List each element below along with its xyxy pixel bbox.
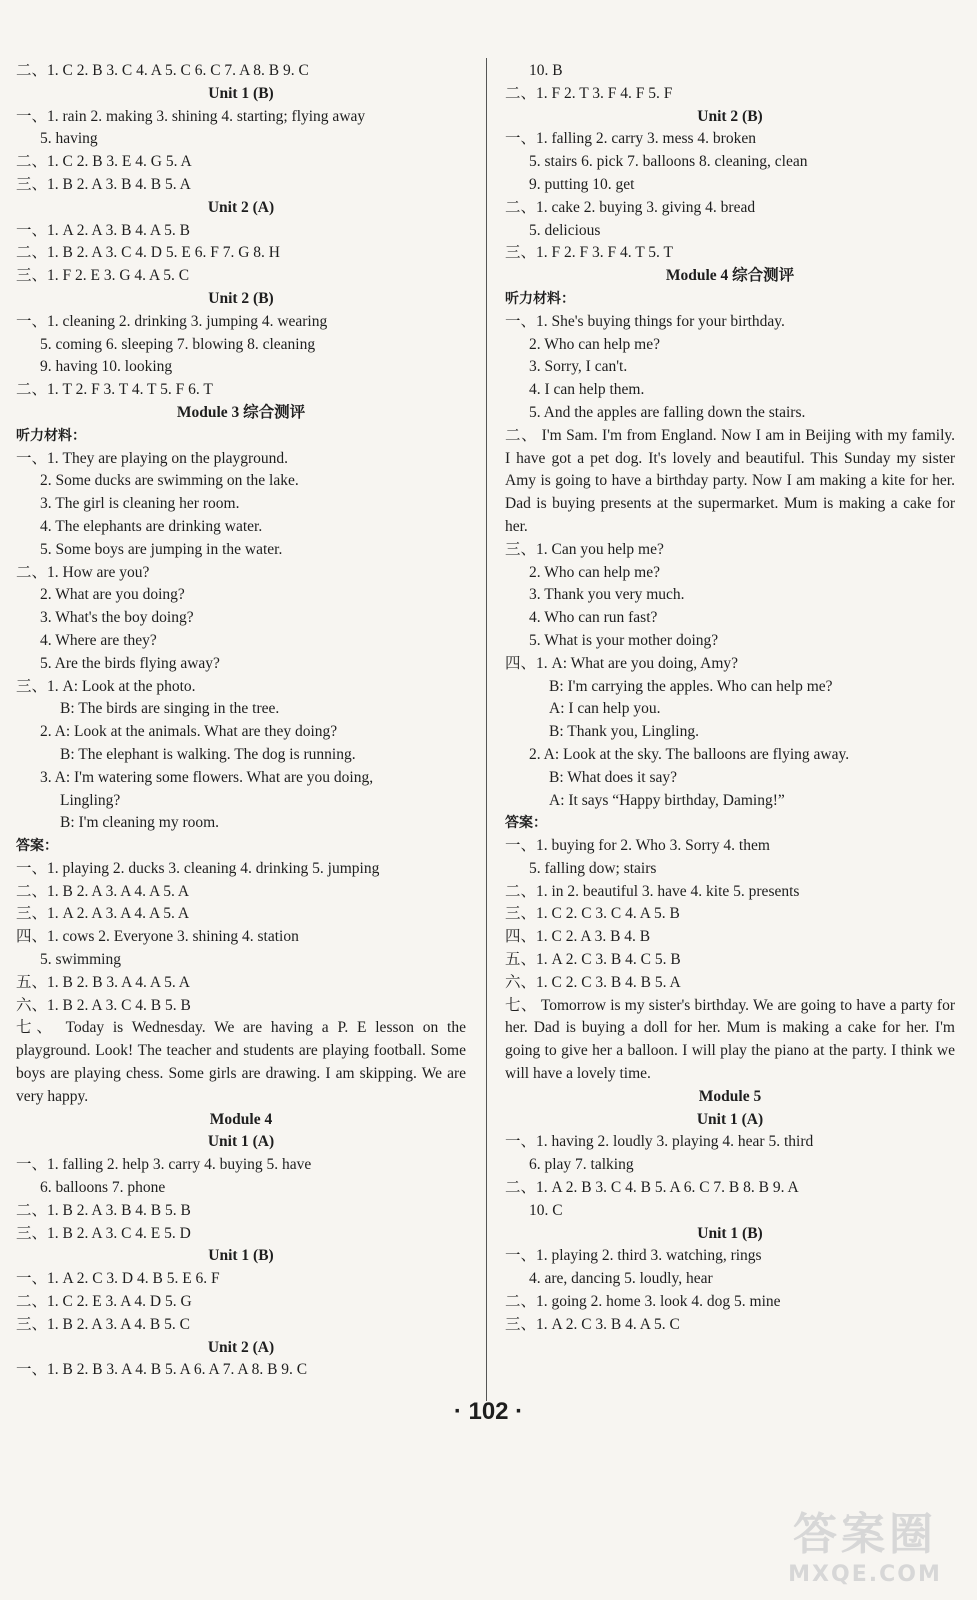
answer-line: 六、1. B 2. A 3. C 4. B 5. B [16,996,191,1014]
answer-line: 6. play 7. talking [529,1156,634,1174]
answer-line: 5. having [40,130,98,148]
answer-line: 一、1. A 2. A 3. B 4. A 5. B [16,221,190,239]
answer-line: 二、1. B 2. A 3. C 4. D 5. E 6. F 7. G 8. H [16,244,280,262]
answer-line: 10. C [529,1201,563,1219]
answer-line: 三、1. A 2. C 3. B 4. A 5. C [505,1315,680,1333]
answer-line: 一、1. buying for 2. Who 3. Sorry 4. them [505,837,770,855]
answer-line: 一、1. having 2. loudly 3. playing 4. hear 5. third [505,1133,814,1151]
answer-line: 2. What are you doing? [40,586,185,604]
answer-line: 9. putting 10. get [529,175,635,193]
answer-line: 3. The girl is cleaning her room. [40,495,240,513]
answer-line: 二、1. A 2. B 3. C 4. B 5. A 6. C 7. B 8. B 9. A [505,1179,799,1197]
answer-line: 五、1. B 2. B 3. A 4. A 5. A [16,973,190,991]
answer-line: 一、1. rain 2. making 3. shining 4. starting; flying away [16,107,366,125]
dialogue-line: B: The birds are singing in the tree. [60,700,280,718]
answer-line: 一、1. falling 2. help 3. carry 4. buying 5. have [16,1156,312,1174]
answer-line: 2. Who can help me? [529,335,660,353]
answer-line: 三、1. B 2. A 3. C 4. E 5. D [16,1224,191,1242]
answer-line: 一、1. playing 2. ducks 3. cleaning 4. drinking 5. jumping [16,859,380,877]
answer-line: 三、1. F 2. E 3. G 4. A 5. C [16,267,190,285]
dialogue-line: B: Thank you, Lingling. [549,723,699,741]
answer-line: 6. balloons 7. phone [40,1179,166,1197]
watermark-line1: 答案圈 [793,1509,937,1560]
answer-line: 四、1. cows 2. Everyone 3. shining 4. station [16,928,299,946]
answer-line: 二、1. C 2. B 3. E 4. G 5. A [16,153,192,171]
section-label: 答案： [505,815,547,832]
section-label: 答案： [16,838,58,855]
answer-line: 二、1. B 2. A 3. B 4. B 5. B [16,1201,191,1219]
answer-line: 5. falling dow; stairs [529,859,657,877]
section-heading: Unit 1 (B) [208,1247,274,1265]
answer-line: 10. B [529,62,563,79]
answer-line: 4. Where are they? [40,631,157,649]
answer-line: 3. What's the boy doing? [40,609,194,627]
section-heading: Unit 1 (A) [696,1110,764,1128]
answer-line: 5. Are the birds flying away? [40,654,220,672]
answer-line: 二、1. B 2. A 3. A 4. A 5. A [16,882,190,900]
answer-line: 一、1. playing 2. third 3. watching, rings [505,1247,762,1265]
watermark-line2: MXQE.COM [788,1562,942,1587]
answer-line: 一、1. falling 2. carry 3. mess 4. broken [505,130,756,148]
answer-line: 9. having 10. looking [40,358,173,376]
answer-line: 4. The elephants are drinking water. [40,517,263,535]
answer-line: 2. A: Look at the sky. The balloons are flying away. [529,745,850,763]
section-heading: Unit 1 (B) [697,1224,763,1242]
answer-line: 二、1. C 2. B 3. C 4. A 5. C 6. C 7. A 8. B 9. C [16,62,309,79]
section-heading: Unit 1 (B) [208,84,274,102]
dialogue-line: B: The elephant is walking. The dog is running. [60,745,356,763]
answer-line: 一、1. She's buying things for your birthday. [505,312,785,330]
section-heading: Module 3 综合测评 [176,403,306,421]
right-column [505,60,955,1337]
answer-line: 一、1. A 2. C 3. D 4. B 5. E 6. F [16,1270,220,1288]
answer-line: 四、1. A: What are you doing, Amy? [505,654,739,672]
answer-line: 5. Some boys are jumping in the water. [40,540,283,558]
answer-line: 4. Who can run fast? [529,609,658,627]
section-label: 听力材料： [505,290,575,307]
answer-line: 一、1. B 2. B 3. A 4. B 5. A 6. A 7. A 8. B 9. C [16,1361,308,1379]
answer-line: 2. A: Look at the animals. What are they doing? [40,723,338,741]
answer-line: 二、1. F 2. T 3. F 4. F 5. F [505,84,673,102]
answer-line: 三、1. B 2. A 3. B 4. B 5. A [16,175,191,193]
section-heading: Module 4 [209,1110,273,1128]
answer-line: 三、1. C 2. C 3. C 4. A 5. B [505,905,680,923]
passage-paragraph: 七、 Today is Wednesday. We are having a P. E lesson on the playground. Look! The teacher and students are playing football. Some boys are playing chess. Some girls are drawing. I am skipping. We are very happy. [16,1019,466,1105]
section-heading: Module 4 综合测评 [665,267,795,285]
answer-line: 3. Sorry, I can't. [529,358,628,376]
answer-line: 二、1. C 2. E 3. A 4. D 5. G [16,1293,192,1311]
answer-line: 4. are, dancing 5. loudly, hear [529,1270,713,1288]
answer-line: 5. coming 6. sleeping 7. blowing 8. cleaning [40,335,316,353]
answer-line: 4. I can help them. [529,381,645,399]
answer-line: 3. A: I'm watering some flowers. What are you doing, [40,768,374,786]
dialogue-line: Lingling? [60,791,121,809]
answer-line: 三、1. F 2. F 3. F 4. T 5. T [505,244,673,262]
answer-line: 5. stairs 6. pick 7. balloons 8. cleaning, clean [529,153,808,171]
dialogue-line: B: What does it say? [549,768,677,786]
answer-line: 四、1. C 2. A 3. B 4. B [505,928,651,946]
column-divider [486,58,487,1401]
answer-line: 三、1. Can you help me? [505,540,664,558]
answer-line: 三、1. B 2. A 3. A 4. B 5. C [16,1315,190,1333]
answer-line: 3. Thank you very much. [529,586,685,604]
answer-line: 一、1. They are playing on the playground. [16,449,289,467]
answer-line: 二、1. going 2. home 3. look 4. dog 5. mine [505,1293,781,1311]
dialogue-line: B: I'm cleaning my room. [60,814,220,832]
section-heading: Module 5 [698,1087,762,1105]
answer-line: 一、1. cleaning 2. drinking 3. jumping 4. wearing [16,312,328,330]
page-number: · 102 · [453,1398,524,1425]
answer-line: 2. Who can help me? [529,563,660,581]
answer-line: 二、1. in 2. beautiful 3. have 4. kite 5. presents [505,882,800,900]
section-label: 听力材料： [16,427,86,444]
section-heading: Unit 2 (B) [208,289,274,307]
passage-paragraph: 七、 Tomorrow is my sister's birthday. We are going to have a party for her. Dad is buying a doll for her. Mum is making a cake for her. I'm going to give her a balloon. I will play the piano at the party. I think we will have a lovely time. [505,996,955,1083]
section-heading: Unit 2 (B) [697,107,763,125]
answer-line: 2. Some ducks are swimming on the lake. [40,472,299,490]
dialogue-line: A: I can help you. [549,700,661,718]
answer-line: 五、1. A 2. C 3. B 4. C 5. B [505,951,681,969]
dialogue-line: A: It says “Happy birthday, Daming!” [549,791,785,809]
left-column [16,60,466,1382]
answer-line: 六、1. C 2. C 3. B 4. B 5. A [505,973,681,991]
answer-line: 三、1. A: Look at the photo. [16,677,196,695]
passage-paragraph: 二、 I'm Sam. I'm from England. Now I am in Beijing with my family. I have got a pet dog. It's lovely and beautiful. This Sunday my sister Amy is going to have a birthday party. Now I am making a kite for her. Dad is buying presents at the supermarket. Mum is making a cake for her. [505,426,955,535]
section-heading: Unit 2 (A) [207,1338,275,1356]
answer-line: 二、1. cake 2. buying 3. giving 4. bread [505,198,756,216]
dialogue-line: B: I'm carrying the apples. Who can help me? [549,677,833,695]
answer-line: 5. And the apples are falling down the stairs. [529,403,806,421]
answer-line: 三、1. A 2. A 3. A 4. A 5. A [16,905,190,923]
section-heading: Unit 1 (A) [207,1133,275,1151]
answer-line: 二、1. How are you? [16,563,150,581]
site-watermark-logo [765,1508,965,1594]
answer-line: 5. swimming [40,951,121,969]
answer-line: 5. delicious [529,221,601,239]
answer-line: 二、1. T 2. F 3. T 4. T 5. F 6. T [16,381,213,399]
section-heading: Unit 2 (A) [207,198,275,216]
answer-line: 5. What is your mother doing? [529,631,719,649]
